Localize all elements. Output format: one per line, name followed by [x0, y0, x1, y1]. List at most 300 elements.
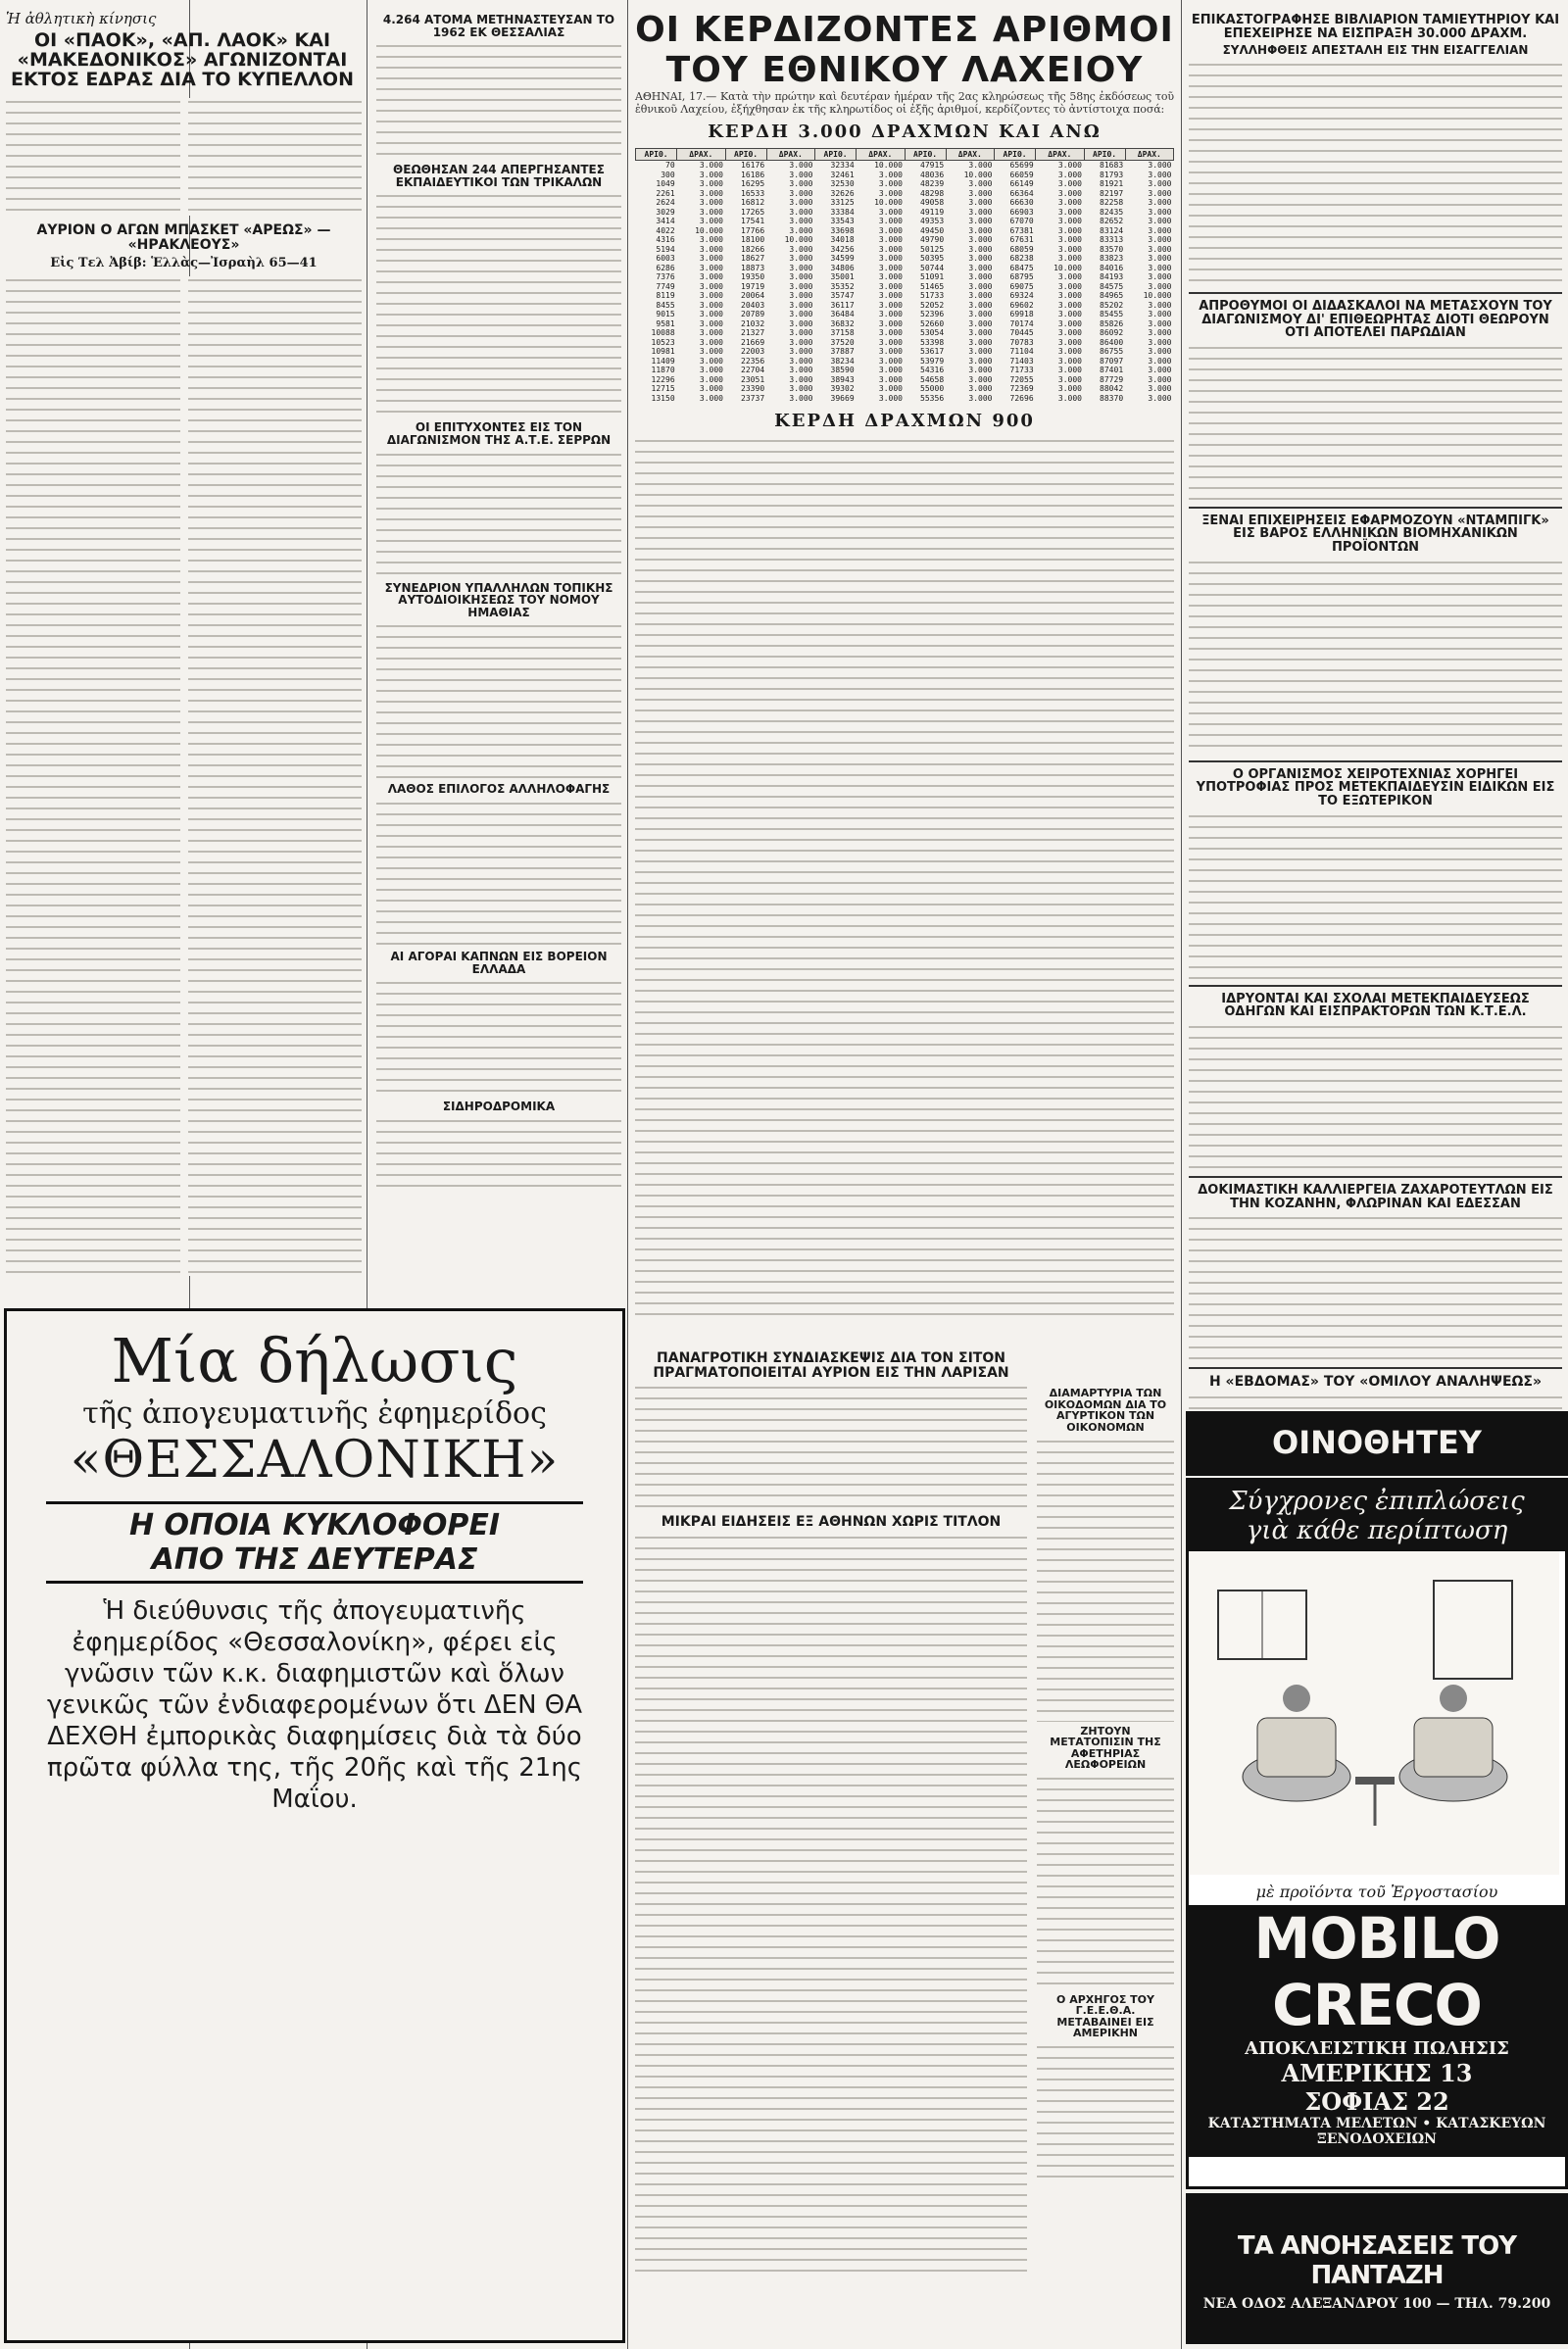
lottery-cell: 4316 [656, 235, 675, 244]
ate-headline: ΟΙ ΕΠΙΤΥΧΟΝΤΕΣ ΕΙΣ ΤΟΝ ΔΙΑΓΩΝΙΣΜΟΝ ΤΗΣ Α.Τ.Ε. ΣΕΡΡΩΝ [386, 420, 612, 447]
lottery-cell: 84575 [1100, 281, 1124, 291]
lottery-cell: 38234 [830, 356, 855, 366]
lottery-cell: 3.000 [1148, 188, 1172, 198]
lottery-cell: 3.000 [699, 170, 723, 179]
lottery-cell: 3.000 [1148, 179, 1172, 188]
lottery-cell: 68795 [1009, 272, 1034, 281]
lottery-cell: 3.000 [968, 263, 993, 272]
lottery-cell: 39669 [830, 393, 855, 403]
lottery-cell: 67381 [1009, 225, 1034, 235]
lottery-col-header: ΔΡΑΧ. [857, 149, 905, 161]
lottery-cell: 3.000 [968, 217, 993, 225]
lottery-cell: 33125 [830, 198, 855, 207]
lottery-cell: 3414 [656, 217, 675, 225]
lottery-cell: 3.000 [1148, 217, 1172, 225]
lottery-cell: 69324 [1009, 291, 1034, 300]
lottery-cell: 82258 [1100, 198, 1124, 207]
lottery-cell: 3.000 [968, 254, 993, 263]
pantaz-addr: ΝΕΑ ΟΔΟΣ ΑΛΕΞΑΝΔΡΟΥ 100 — ΤΗΛ. 79.200 [1202, 2296, 1551, 2312]
lottery-row [636, 171, 1174, 180]
lottery-row [636, 179, 1174, 189]
lottery-cell: 19719 [741, 281, 765, 291]
lottery-cell: 33543 [830, 217, 855, 225]
lottery-row [636, 366, 1174, 375]
lottery-cell: 4022 [656, 225, 675, 235]
lottery-cell: 3.000 [789, 347, 813, 356]
lottery-cell: 3.000 [1057, 291, 1082, 300]
lottery-row [636, 217, 1174, 226]
lottery-cell: 3.000 [968, 291, 993, 300]
lottery-row [636, 357, 1174, 367]
lottery-cell: 12296 [651, 374, 675, 384]
lottery-cell: 1049 [656, 179, 675, 188]
lottery-row [636, 208, 1174, 218]
lottery-cell: 72369 [1009, 384, 1034, 393]
lottery-cell: 3.000 [699, 188, 723, 198]
section-label: Ἡ ἀθλητικὴ κίνησις [6, 10, 157, 27]
lottery-cell: 3.000 [699, 281, 723, 291]
lottery-cell: 3.000 [878, 244, 903, 254]
lottery-cell: 49119 [920, 207, 945, 217]
lottery-row [636, 198, 1174, 208]
lottery-cell: 11870 [651, 366, 675, 374]
lottery-cell: 87401 [1100, 366, 1124, 374]
lottery-cell: 3.000 [878, 347, 903, 356]
lottery-cell: 53398 [920, 337, 945, 347]
lottery-cell: 51465 [920, 281, 945, 291]
declaration-banner-1: Η ΟΠΟΙΑ ΚΥΚΛΟΦΟΡΕΙ [128, 1508, 501, 1542]
lottery-cell: 3.000 [699, 374, 723, 384]
lottery-cell: 3.000 [1057, 393, 1082, 403]
lottery-col-header: ΔΡΑΧ. [1125, 149, 1173, 161]
chief-headline: Ο ΑΡΧΗΓΟΣ ΤΟΥ Γ.Ε.Ε.Θ.Α. ΜΕΤΑΒΑΙΝΕΙ ΕΙΣ ΑΜΕΡΙΚΗΝ [1056, 1992, 1154, 2040]
lottery-table [635, 148, 1174, 403]
lottery-cell: 3.000 [968, 272, 993, 281]
lottery-cell: 38943 [830, 374, 855, 384]
lottery-cell: 55000 [920, 384, 945, 393]
lottery-cell: 35001 [830, 272, 855, 281]
lottery-row [636, 235, 1174, 245]
lottery-cell: 3.000 [1148, 347, 1172, 356]
lottery-cell: 52396 [920, 310, 945, 318]
lottery-cell: 3.000 [968, 281, 993, 291]
lottery-cell: 3.000 [878, 318, 903, 328]
bus-headline: ΖΗΤΟΥΝ ΜΕΤΑΤΟΠΙΣΙΝ ΤΗΣ ΑΦΕΤΗΡΙΑΣ ΛΕΩΦΟΡΕΙΩΝ [1050, 1724, 1161, 1772]
lottery-col-header: ΔΡΑΧ. [1036, 149, 1084, 161]
lottery-cell: 23390 [741, 384, 765, 393]
lottery-cell: 10088 [651, 328, 675, 337]
lottery-row [636, 338, 1174, 348]
lottery-cell: 9581 [656, 318, 675, 328]
lottery-row [636, 394, 1174, 404]
lottery-cell: 87097 [1100, 356, 1124, 366]
lottery-cell: 3.000 [1057, 188, 1082, 198]
lottery-row [636, 245, 1174, 255]
lottery-cell: 3.000 [878, 310, 903, 318]
lottery-cell: 3.000 [1057, 161, 1082, 170]
lottery-cell: 3.000 [968, 337, 993, 347]
lottery-cell: 3.000 [1057, 374, 1082, 384]
lottery-row [636, 272, 1174, 282]
lottery-row [636, 161, 1174, 171]
lottery-cell: 70 [665, 161, 675, 170]
lottery-cell: 84016 [1100, 263, 1124, 272]
lottery-900-numbers [635, 437, 1174, 1319]
mobilo-addr-1: ΑΜΕΡΙΚΗΣ 13 [1189, 2059, 1565, 2087]
lottery-cell: 54658 [920, 374, 945, 384]
lottery-cell: 22003 [741, 347, 765, 356]
lottery-cell: 3.000 [878, 356, 903, 366]
lottery-cell: 3.000 [1057, 207, 1082, 217]
lottery-cell: 3.000 [878, 170, 903, 179]
lottery-cell: 3.000 [1148, 281, 1172, 291]
lottery-cell: 3.000 [878, 374, 903, 384]
lottery-cell: 3.000 [699, 337, 723, 347]
lottery-cell: 65699 [1009, 161, 1034, 170]
lottery-cell: 32461 [830, 170, 855, 179]
lottery-cell: 10523 [651, 337, 675, 347]
lottery-title: ΟΙ ΚΕΡΔΙΖΟΝΤΕΣ ΑΡΙΘΜΟΙ ΤΟΥ ΕΘΝΙΚΟΥ ΛΑΧΕΙΟΥ [635, 10, 1174, 90]
lottery-cell: 3.000 [878, 254, 903, 263]
lottery-cell: 86400 [1100, 337, 1124, 347]
lottery-cell: 20064 [741, 291, 765, 300]
lottery-cell: 50125 [920, 244, 945, 254]
builders-headline: ΔΙΑΜΑΡΤΥΡΙΑ ΤΩΝ ΟΙΚΟΔΟΜΩΝ ΔΙΑ ΤΟ ΑΓΥΡΤΙΚΟΝ ΤΩΝ ΟΙΚΟΝΟΜΩΝ [1044, 1387, 1167, 1435]
dumping-headline: ΞΕΝΑΙ ΕΠΙΧΕΙΡΗΣΕΙΣ ΕΦΑΡΜΟΖΟΥΝ «ΝΤΑΜΠΙΓΚ» ΕΙΣ ΒΑΡΟΣ ΕΛΛΗΝΙΚΩΝ ΒΙΟΜΗΧΑΝΙΚΩΝ ΠΡΟΪΟΝΤΩΝ [1201, 513, 1549, 556]
lottery-cell: 23737 [741, 393, 765, 403]
lottery-cell: 55356 [920, 393, 945, 403]
declaration-banner-2: ΑΠΟ ΤΗΣ ΔΕΥΤΕΡΑΣ [151, 1542, 478, 1577]
lottery-cell: 3.000 [878, 217, 903, 225]
sports-headline: ΟΙ «ΠΑΟΚ», «ΑΠ. ΛΑΟΚ» ΚΑΙ «ΜΑΚΕΔΟΝΙΚΟΣ» ΑΓΩΝΙΖΟΝΤΑΙ ΕΚΤΟΣ ΕΔΡΑΣ ΔΙΑ ΤΟ ΚΥΠΕΛΛΟΝ [11, 29, 354, 90]
lottery-cell: 3.000 [699, 254, 723, 263]
teachers-exam-headline: ΑΠΡΟΘΥΜΟΙ ΟΙ ΔΙΔΑΣΚΑΛΟΙ ΝΑ ΜΕΤΑΣΧΟΥΝ ΤΟΥ ΔΙΑΓΩΝΙΣΜΟΥ ΔΙ' ΕΠΙΘΕΩΡΗΤΑΣ ΔΙΟΤΙ ΘΕΩΡΟΥΝ ΟΤΙ ΑΠΟΤΕΛΕΙ ΠΑΡΩΔΙΑΝ [1199, 298, 1552, 341]
lottery-cell: 17265 [741, 207, 765, 217]
mobilo-top [1189, 1481, 1565, 1551]
lottery-cell: 3.000 [1148, 337, 1172, 347]
lottery-cell: 37520 [830, 337, 855, 347]
lottery-cell: 3.000 [968, 366, 993, 374]
lottery-cell: 3.000 [1148, 225, 1172, 235]
lottery-cell: 2261 [656, 188, 675, 198]
lottery-cell: 3.000 [1057, 366, 1082, 374]
lottery-cell: 50395 [920, 254, 945, 263]
lottery-cell: 3.000 [1148, 170, 1172, 179]
lottery-cell: 51091 [920, 272, 945, 281]
lottery-cell: 3.000 [789, 300, 813, 310]
lottery-cell: 37158 [830, 328, 855, 337]
lottery-cell: 71733 [1009, 366, 1034, 374]
lottery-cell: 3.000 [968, 244, 993, 254]
lottery-cell: 6286 [656, 263, 675, 272]
pantaz-ad [1186, 2193, 1568, 2344]
lottery-cell: 69602 [1009, 300, 1034, 310]
lottery-cell: 10.000 [874, 161, 903, 170]
lottery-cell: 21327 [741, 328, 765, 337]
lottery-cell: 10.000 [874, 198, 903, 207]
lottery-col-header: ΑΡΙΘ. [995, 149, 1036, 161]
lottery-cell: 3.000 [878, 272, 903, 281]
lottery-cell: 35747 [830, 291, 855, 300]
lottery-cell: 48036 [920, 170, 945, 179]
lottery-cell: 16186 [741, 170, 765, 179]
lottery-cell: 3.000 [789, 310, 813, 318]
lottery-cell: 3.000 [789, 374, 813, 384]
declaration-name: «ΘΕΣΣΑΛΟΝΙΚΗ» [70, 1431, 560, 1490]
lottery-cell: 3.000 [1057, 310, 1082, 318]
mobilo-sales: ΑΠΟΚΛΕΙΣΤΙΚΗ ΠΩΛΗΣΙΣ [1189, 2038, 1565, 2059]
lottery-cell: 84965 [1100, 291, 1124, 300]
lottery-cell: 16295 [741, 179, 765, 188]
lottery-cell: 86092 [1100, 328, 1124, 337]
lottery-cell: 9015 [656, 310, 675, 318]
lottery-cell: 3.000 [1057, 217, 1082, 225]
lottery-cell: 18100 [741, 235, 765, 244]
lottery-cell: 3.000 [789, 366, 813, 374]
lottery-cell: 3.000 [968, 393, 993, 403]
lottery-cell: 3.000 [699, 300, 723, 310]
lottery-cell: 54316 [920, 366, 945, 374]
sugarbeet-headline: ΔΟΚΙΜΑΣΤΙΚΗ ΚΑΛΛΙΕΡΓΕΙΑ ΖΑΧΑΡΟΤΕΥΤΛΩΝ ΕΙΣ ΤΗΝ ΚΟΖΑΝΗΝ, ΦΛΩΡΙΝΑΝ ΚΑΙ ΕΔΕΣΣΑΝ [1198, 1182, 1553, 1211]
lottery-cell: 49353 [920, 217, 945, 225]
pantaz-name: ΤΑ ΑΝΟΗΣΑΣΕΙΣ ΤΟΥ ΠΑΝΤΑΖΗ [1189, 2226, 1565, 2296]
wrong-epilogue-headline: ΛΑΘΟΣ ΕΠΙΛΟΓΟΣ ΑΛΛΗΛΟΦΑΓΗΣ [387, 782, 611, 797]
lottery-cell: 7749 [656, 281, 675, 291]
lottery-cell: 68475 [1009, 263, 1034, 272]
lottery-cell: 3.000 [968, 161, 993, 170]
furniture-illustration [1189, 1551, 1559, 1875]
lottery-cell: 3.000 [789, 328, 813, 337]
lottery-cell: 22356 [741, 356, 765, 366]
lottery-cell: 3.000 [789, 393, 813, 403]
lottery-cell: 3.000 [878, 281, 903, 291]
lottery-cell: 36117 [830, 300, 855, 310]
lottery-cell: 3.000 [878, 366, 903, 374]
sports-column [0, 0, 368, 1303]
lottery-cell: 82652 [1100, 217, 1124, 225]
mobilo-name: MOBILO CRECO [1189, 1905, 1565, 2038]
lottery-cell: 3.000 [1148, 272, 1172, 281]
lottery-cell: 34018 [830, 235, 855, 244]
lottery-cell: 52660 [920, 318, 945, 328]
lottery-cell: 3.000 [789, 217, 813, 225]
lottery-cell: 67070 [1009, 217, 1034, 225]
lottery-cell: 7376 [656, 272, 675, 281]
ginou-ad [1186, 1411, 1568, 1476]
lottery-cell: 3.000 [1148, 300, 1172, 310]
lottery-cell: 33384 [830, 207, 855, 217]
lottery-cell: 16176 [741, 161, 765, 170]
lottery-col-header: ΔΡΑΧ. [677, 149, 725, 161]
lottery-sub-900: ΚΕΡΔΗ ΔΡΑΧΜΩΝ 900 [774, 411, 1035, 431]
lottery-cell: 71403 [1009, 356, 1034, 366]
lottery-cell: 2624 [656, 198, 675, 207]
lottery-col-header: ΑΡΙΘ. [725, 149, 766, 161]
lottery-row [636, 291, 1174, 301]
lottery-cell: 3.000 [1148, 263, 1172, 272]
lottery-cell: 3.000 [878, 207, 903, 217]
lottery-cell: 19350 [741, 272, 765, 281]
lottery-cell: 3.000 [789, 161, 813, 170]
lottery-cell: 3.000 [1148, 310, 1172, 318]
declaration-title: Μία δήλωσις [111, 1325, 518, 1396]
lottery-row [636, 264, 1174, 273]
lottery-cell: 3.000 [968, 347, 993, 356]
lottery-cell: 3.000 [878, 300, 903, 310]
lottery-cell: 3.000 [1057, 356, 1082, 366]
lottery-cell: 3.000 [1148, 328, 1172, 337]
lottery-cell: 3.000 [968, 235, 993, 244]
lottery-cell: 3.000 [699, 318, 723, 328]
lottery-col-header: ΔΡΑΧ. [766, 149, 814, 161]
lottery-cell: 83124 [1100, 225, 1124, 235]
lottery-cell: 6003 [656, 254, 675, 263]
lottery-cell: 88370 [1100, 393, 1124, 403]
lottery-row [636, 301, 1174, 311]
lottery-cell: 18627 [741, 254, 765, 263]
news-column-2 [370, 0, 627, 1294]
lottery-cell: 3.000 [1057, 254, 1082, 263]
lottery-cell: 48298 [920, 188, 945, 198]
lottery-row [636, 319, 1174, 329]
lottery-cell: 3.000 [789, 384, 813, 393]
lottery-cell: 36484 [830, 310, 855, 318]
lottery-cell: 34256 [830, 244, 855, 254]
congress-headline: ΣΥΝΕΔΡΙΟΝ ΥΠΑΛΛΗΛΩΝ ΤΟΠΙΚΗΣ ΑΥΤΟΔΙΟΙΚΗΣΕΩΣ ΤΟΥ ΝΟΜΟΥ ΗΜΑΘΙΑΣ [384, 580, 613, 619]
lottery-cell: 66903 [1009, 207, 1034, 217]
lottery-cell: 3.000 [1148, 198, 1172, 207]
lottery-cell: 3.000 [699, 207, 723, 217]
lottery-cell: 3.000 [968, 384, 993, 393]
lottery-cell: 3.000 [699, 291, 723, 300]
teachers-headline: ΘΕΩΘΗΣΑΝ 244 ΑΠΕΡΓΗΣΑΝΤΕΣ ΕΚΠΑΙΔΕΥΤΙΚΟΙ ΤΩΝ ΤΡΙΚΑΛΩΝ [393, 163, 605, 189]
lottery-cell: 81921 [1100, 179, 1124, 188]
declaration-paper: τῆς ἀπογευματινῆς ἐφημερίδος [82, 1396, 547, 1431]
lottery-cell: 3.000 [1148, 207, 1172, 217]
lottery-cell: 72055 [1009, 374, 1034, 384]
lottery-cell: 20789 [741, 310, 765, 318]
lottery-cell: 82197 [1100, 188, 1124, 198]
lottery-cell: 47915 [920, 161, 945, 170]
rail-headline: ΣΙΔΗΡΟΔΡΟΜΙΚΑ [442, 1100, 556, 1114]
lottery-cell: 3.000 [789, 272, 813, 281]
lottery-cell: 23051 [741, 374, 765, 384]
lottery-cell: 13150 [651, 393, 675, 403]
lottery-cell: 3.000 [789, 291, 813, 300]
lottery-row [636, 189, 1174, 199]
lottery-cell: 8455 [656, 300, 675, 310]
lottery-row [636, 282, 1174, 292]
lottery-cell: 3.000 [968, 179, 993, 188]
handicraft-headline: Ο ΟΡΓΑΝΙΣΜΟΣ ΧΕΙΡΟΤΕΧΝΙΑΣ ΧΟΡΗΓΕΙ ΥΠΟΤΡΟΦΙΑΣ ΠΡΟΣ ΜΕΤΕΚΠΑΙΔΕΥΣΙΝ ΕΙΔΙΚΩΝ ΕΙΣ ΤΟ ΕΞΩΤΕΡΙΚΟΝ [1196, 766, 1555, 808]
grain-headline: ΠΑΝΑΓΡΟΤΙΚΗ ΣΥΝΔΙΑΣΚΕΨΙΣ ΔΙΑ ΤΟΝ ΣΙΤΟΝ ΠΡΑΓΜΑΤΟΠΟΙΕΙΤΑΙ ΑΥΡΙΟΝ ΕΙΣ ΤΗΝ ΛΑΡΙΣΑΝ [653, 1350, 1009, 1381]
lottery-cell: 300 [661, 170, 675, 179]
lottery-cell: 21032 [741, 318, 765, 328]
mobilo-ad [1186, 1478, 1568, 2189]
lottery-cell: 38590 [830, 366, 855, 374]
lottery-cell: 3.000 [1148, 161, 1172, 170]
lottery-cell: 85202 [1100, 300, 1124, 310]
lottery-cell: 3.000 [789, 318, 813, 328]
lottery-col-header: ΔΡΑΧ. [946, 149, 994, 161]
lottery-intro: ΑΘΗΝΑΙ, 17.— Κατὰ τὴν πρώτην καὶ δευτέραν ἡμέραν τῆς 2ας κληρώσεως τῆς 58ης ἐκδόσεως τοῦ ἐθνικοῦ Λαχείου, ἐξήχθησαν ἐκ τῆς κληρωτίδος οἱ ἑξῆς ἀριθμοί, κερδίζοντες τὸ ἀντίστοιχα ποσά: [635, 90, 1174, 116]
lottery-cell: 3.000 [878, 291, 903, 300]
lottery-cell: 3.000 [699, 179, 723, 188]
lottery-cell: 3.000 [1148, 374, 1172, 384]
lottery-row [636, 310, 1174, 319]
lottery-cell: 3.000 [699, 244, 723, 254]
lottery-cell: 68059 [1009, 244, 1034, 254]
lottery-cell: 3.000 [968, 188, 993, 198]
lottery-cell: 3.000 [878, 393, 903, 403]
lottery-cell: 18873 [741, 263, 765, 272]
lottery-cell: 3.000 [878, 235, 903, 244]
lottery-cell: 33698 [830, 225, 855, 235]
lottery-cell: 3.000 [968, 198, 993, 207]
lottery-cell: 20403 [741, 300, 765, 310]
lottery-cell: 3.000 [878, 337, 903, 347]
lottery-cell: 3.000 [968, 300, 993, 310]
lottery-cell: 87729 [1100, 374, 1124, 384]
lottery-cell: 3.000 [1148, 318, 1172, 328]
lottery-cell: 66059 [1009, 170, 1034, 179]
lottery-col-header: ΑΡΙΘ. [815, 149, 857, 161]
lottery-cell: 10.000 [1054, 263, 1082, 272]
lottery-cell: 10981 [651, 347, 675, 356]
lottery-cell: 3.000 [968, 356, 993, 366]
lottery-cell: 3.000 [1057, 318, 1082, 328]
lottery-cell: 3.000 [1148, 235, 1172, 244]
lottery-cell: 3.000 [1148, 244, 1172, 254]
lottery-cell: 88042 [1100, 384, 1124, 393]
basket-headline: ΑΥΡΙΟΝ Ο ΑΓΩΝ ΜΠΑΣΚΕΤ «ΑΡΕΩΣ» — «ΗΡΑΚΛΕΟΥΣ» [36, 221, 331, 253]
lottery-cell: 81683 [1100, 161, 1124, 170]
lottery-cell: 49790 [920, 235, 945, 244]
lottery-cell: 3.000 [699, 356, 723, 366]
lottery-cell: 66630 [1009, 198, 1034, 207]
lottery-cell: 3.000 [699, 263, 723, 272]
lottery-cell: 3.000 [878, 328, 903, 337]
lottery-cell: 68238 [1009, 254, 1034, 263]
lottery-row [636, 226, 1174, 236]
lottery-cell: 3.000 [878, 225, 903, 235]
lottery-cell: 3.000 [699, 366, 723, 374]
lottery-cell: 3.000 [968, 318, 993, 328]
lottery-cell: 3.000 [699, 328, 723, 337]
lottery-cell: 3.000 [789, 356, 813, 366]
lottery-cell: 32626 [830, 188, 855, 198]
lottery-cell: 3.000 [789, 207, 813, 217]
lottery-cell: 3.000 [699, 217, 723, 225]
lottery-cell: 37887 [830, 347, 855, 356]
analipsis-headline: Η «ΕΒΔΟΜΑΣ» ΤΟΥ «ΟΜΙΛΟΥ ΑΝΑΛΗΨΕΩΣ» [1208, 1374, 1543, 1391]
forgery-sub: ΣΥΛΛΗΦΘΕΙΣ ΑΠΕΣΤΑΛΗ ΕΙΣ ΤΗΝ ΕΙΣΑΓΓΕΛΙΑΝ [1222, 43, 1529, 58]
lottery-cell: 3.000 [878, 188, 903, 198]
lottery-cell: 3.000 [968, 328, 993, 337]
lottery-cell: 3.000 [1057, 225, 1082, 235]
lottery-cell: 12715 [651, 384, 675, 393]
lottery-cell: 34806 [830, 263, 855, 272]
mobilo-top-1: Σύγχρονες ἐπιπλώσεις [1229, 1487, 1525, 1516]
lottery-cell: 82435 [1100, 207, 1124, 217]
lottery-cell: 85455 [1100, 310, 1124, 318]
lottery-cell: 18266 [741, 244, 765, 254]
lottery-row [636, 347, 1174, 357]
lottery-cell: 8119 [656, 291, 675, 300]
declaration-banner [46, 1501, 583, 1584]
lottery-cell: 48239 [920, 179, 945, 188]
lottery-cell: 36832 [830, 318, 855, 328]
